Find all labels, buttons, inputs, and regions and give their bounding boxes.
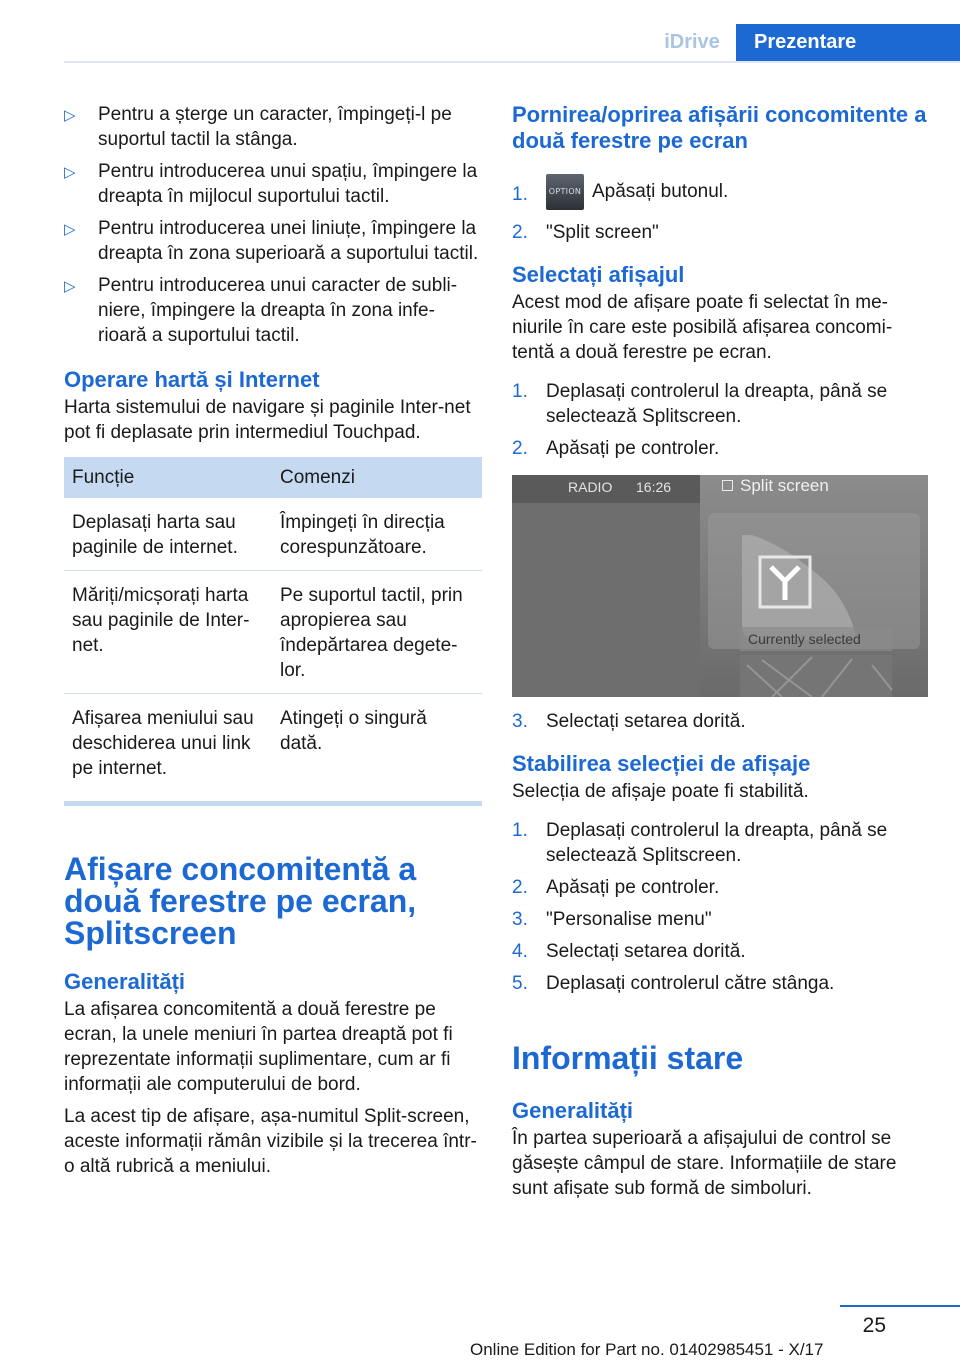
screen-currently-selected: Currently selected xyxy=(748,631,861,647)
triangle-bullet-icon: ▷ xyxy=(64,164,76,181)
table-cell: Împingeți în direcția corespunzătoare. xyxy=(272,498,482,571)
splitscreen-title: Afișare concomitentă a două ferestre pe ecran, Splitscreen xyxy=(64,851,417,951)
table-row xyxy=(64,498,482,571)
triangle-bullet-icon: ▷ xyxy=(64,221,76,238)
option-button-icon[interactable]: OPTION xyxy=(546,174,584,210)
select-heading: Selectați afișajul xyxy=(512,262,685,287)
triangle-bullet-icon: ▷ xyxy=(64,278,76,295)
table-cell: Afișarea meniului sau deschiderea unui link pe internet. xyxy=(72,708,254,779)
table-cell: Măriți/micșorați harta sau paginile de Inter-net. xyxy=(64,571,272,694)
fix-heading: Stabilirea selecției de afișaje xyxy=(512,751,811,776)
fix-text: Selecția de afișaje poate fi stabilită. xyxy=(512,781,809,802)
list-item: 2. "Split screen" xyxy=(512,222,659,243)
split-screen-checkbox-icon xyxy=(722,480,733,491)
general-paragraph-1: La afișarea concomitentă a două ferestre pe ecran, la unele meniuri în partea dreaptă pot fi reprezentate informații suplimentare, cum ar fi informații ale computerului de bord. xyxy=(64,999,453,1095)
screen-radio-label: RADIO xyxy=(568,479,613,495)
list-item: ▷ Pentru introducerea unei liniuțe, împingere la dreapta în zona superioară a suportului tactil. xyxy=(64,218,479,264)
status-title: Informații stare xyxy=(512,1040,744,1076)
toggle-steps xyxy=(512,174,932,245)
table-cell: Pe suportul tactil, prin apropierea sau îndepărtarea degete-lor. xyxy=(272,571,482,694)
list-item: 3. "Personalise menu" xyxy=(512,909,712,930)
screen-time: 16:26 xyxy=(636,479,672,495)
section-tab-idrive[interactable]: iDrive xyxy=(664,31,720,53)
list-item: ▷ Pentru a șterge un caracter, împingeți-l pe suportul tactil la stânga. xyxy=(64,104,452,150)
table-bottom-rule xyxy=(64,801,482,806)
general-heading: Generalități xyxy=(64,969,186,994)
table-header-function: Funcție xyxy=(64,457,272,498)
footer-edition: Online Edition for Part no. 01402985451 - X/17 xyxy=(470,1340,824,1359)
status-heading: Generalități xyxy=(512,1098,634,1123)
table-cell: Deplasați harta sau paginile de internet. xyxy=(64,498,272,571)
list-item: 4. Selectați setarea dorită. xyxy=(512,941,746,962)
table-row xyxy=(64,571,482,694)
select-step-3 xyxy=(512,709,932,734)
chapter-tab-prezentare[interactable]: Prezentare xyxy=(736,24,960,61)
screen-split-label: Split screen xyxy=(740,476,829,495)
touchpad-bullet-list xyxy=(64,102,482,348)
table-header-commands: Comenzi xyxy=(272,457,482,498)
triangle-bullet-icon: ▷ xyxy=(64,107,76,124)
list-item: 3. Selectați setarea dorită. xyxy=(512,711,746,732)
list-item: 1. Deplasați controlerul la dreapta, până se selectează Splitscreen. xyxy=(512,381,888,427)
display-illustration xyxy=(512,475,928,697)
footer-rule xyxy=(840,1305,960,1307)
toggle-heading: Pornirea/oprirea afișării concomitente a două ferestre pe ecran xyxy=(512,102,927,153)
status-text: În partea superioară a afișajului de control se găsește câmpul de stare. Informațiile de stare sunt afișate sub formă de simboluri. xyxy=(512,1128,897,1199)
function-table xyxy=(64,457,482,801)
list-item: 2. Apăsați pe controler. xyxy=(512,438,720,459)
select-text: Acest mod de afișare poate fi selectat în me-niurile în care este posibilă afișarea concomi-tentă a două ferestre pe ecran. xyxy=(512,292,893,363)
map-text: Harta sistemului de navigare și paginile Inter-net pot fi deplasate prin intermediul Touchpad. xyxy=(64,397,471,443)
list-item: 1. Deplasați controlerul la dreapta, până se selectează Splitscreen. xyxy=(512,820,888,866)
list-item: 5. Deplasați controlerul către stânga. xyxy=(512,973,835,994)
splitscreen-display-image xyxy=(512,475,928,697)
page-number: 25 xyxy=(862,1314,886,1337)
right-column xyxy=(512,102,932,1201)
list-item: ▷ Pentru introducerea unui spațiu, împingere la dreapta în mijlocul suportului tactil. xyxy=(64,161,478,207)
general-paragraph-2: La acest tip de afișare, așa-numitul Split-screen, aceste informații rămân vizibile și la trecerea într-o altă rubrică a meniului. xyxy=(64,1106,477,1177)
list-item: 2. Apăsați pe controler. xyxy=(512,877,720,898)
table-row xyxy=(64,694,482,802)
left-column xyxy=(64,102,482,1179)
list-item: 1. OPTION Apăsați butonul. xyxy=(512,174,932,210)
table-cell: Atingeți o singură dată. xyxy=(280,708,427,754)
map-heading: Operare hartă și Internet xyxy=(64,367,320,392)
select-steps xyxy=(512,379,932,461)
list-item: ▷ Pentru introducerea unui caracter de subli-niere, împingere la dreapta în zona infe-rioară a suportului tactil. xyxy=(64,275,458,346)
fix-steps xyxy=(512,818,932,996)
header-rule xyxy=(64,61,960,63)
